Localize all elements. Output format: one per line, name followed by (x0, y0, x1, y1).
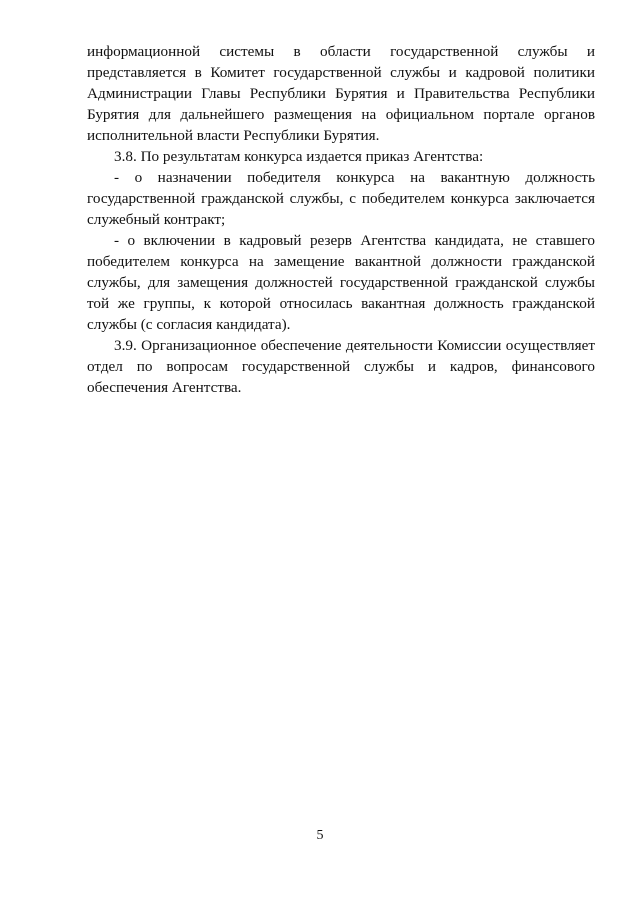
paragraph-3-8: 3.8. По результатам конкурса издается приказ Агентства: (114, 148, 484, 165)
paragraph-3-9: 3.9. Организационное обеспечение деятельности Комиссии осуществляет отдел по вопросам государственной службы и кадров, финансового обеспечения Агентства. (87, 337, 595, 396)
paragraph-reserve-item: - о включении в кадровый резерв Агентства кандидата, не ставшего победителем конкурса на замещение вакантной должности гражданской службы, для замещения должностей государственной гражданской службы той же группы, к которой относилась вакантная должность гражданской службы (с согласия кандидата). (87, 232, 595, 333)
page-number: 5 (316, 828, 324, 843)
paragraph-appointment-item: - о назначении победителя конкурса на вакантную должность государственной гражданской службы, с победителем конкурса заключается служебный контракт; (87, 169, 595, 228)
document-body (87, 41, 595, 398)
paragraph-continuation: информационной системы в области государственной службы и представляется в Комитет государственной службы и кадровой политики Администрации Главы Республики Бурятия и Правительства Республики Бурятия для дальнейшего размещения на официальном портале органов исполнительной власти Республики Бурятия. (87, 43, 595, 144)
